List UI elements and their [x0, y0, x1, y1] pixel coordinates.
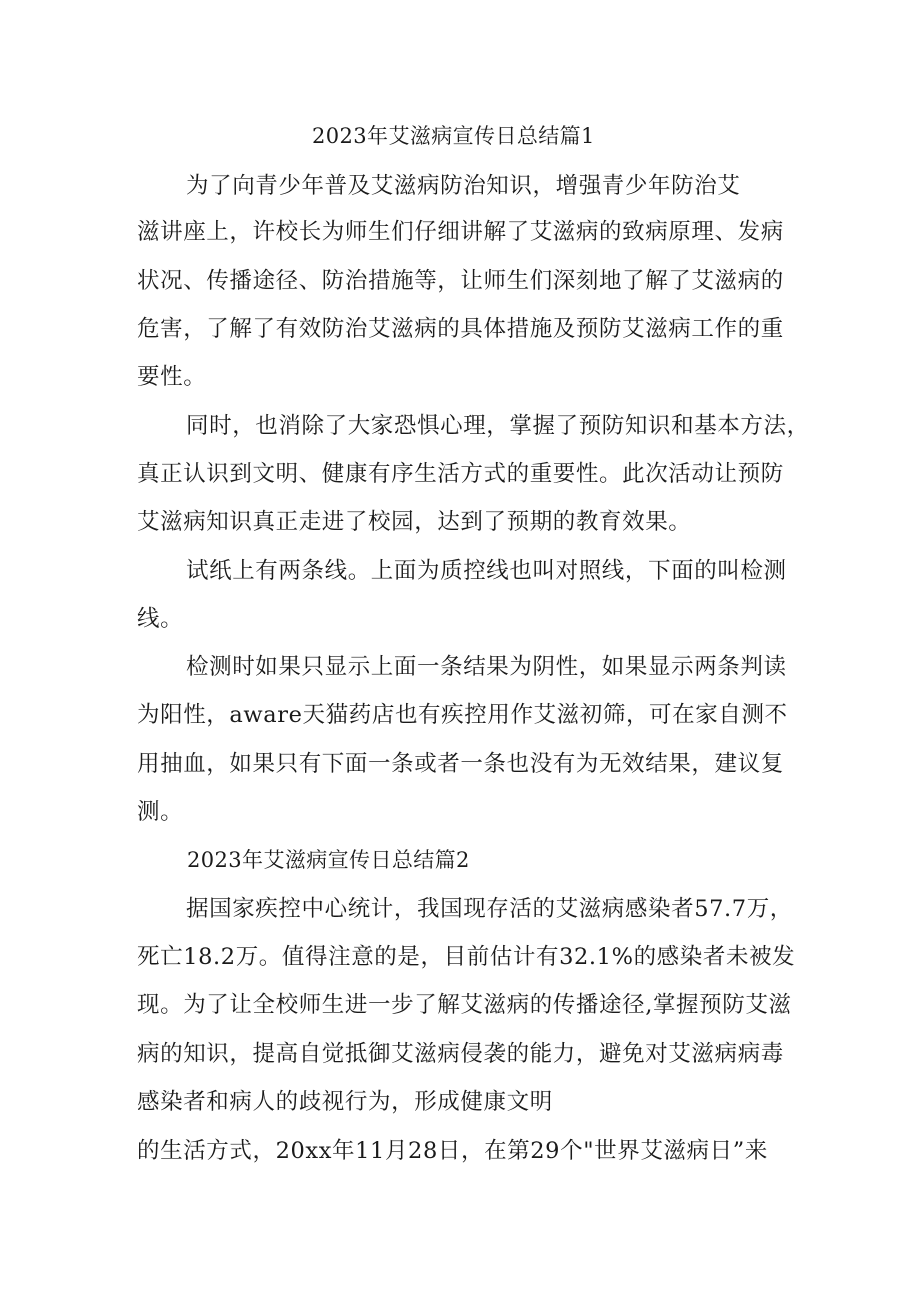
section-2-paragraph-1-line-6: 的生活方式，20xx年11月28日，在第29个"世界艾滋病日”来 [137, 1138, 768, 1164]
section-1-paragraph-4-line-2: 为阳性，aware天猫药店也有疾控用作艾滋初筛，可在家自测不 [137, 702, 788, 728]
section-1-paragraph-2-line-3: 艾滋病知识真正走进了校园，达到了预期的教育效果。 [137, 509, 692, 535]
section-1-paragraph-3-line-2: 线。 [137, 606, 184, 632]
section-1-paragraph-1-line-1: 为了向青少年普及艾滋病防治知识，增强青少年防治艾 [186, 173, 741, 199]
section-2-paragraph-1-line-5: 感染者和病人的歧视行为，形成健康文明 [137, 1089, 553, 1115]
section-1-paragraph-1-line-3: 状况、传播途径、防治措施等，让师生们深刻地了解了艾滋病的 [137, 268, 784, 294]
section-2-paragraph-1-line-2: 死亡18.2万。值得注意的是，目前估计有32.1%的感染者未被发 [137, 944, 796, 970]
section-1-paragraph-1-line-4: 危害，了解了有效防治艾滋病的具体措施及预防艾滋病工作的重 [137, 316, 784, 342]
section-2-paragraph-1-line-4: 病的知识，提高自觉抵御艾滋病侵袭的能力，避免对艾滋病病毒 [137, 1041, 784, 1067]
section-1-title: 2023年艾滋病宣传日总结篇1 [312, 124, 595, 148]
section-2-title: 2023年艾滋病宣传日总结篇2 [187, 848, 470, 872]
section-1-paragraph-4-line-4: 测。 [137, 799, 184, 825]
section-2-paragraph-1-line-1: 据国家疾控中心统计，我国现存活的艾滋病感染者57.7万， [186, 896, 793, 922]
section-1-paragraph-1-line-5: 要性。 [137, 364, 207, 390]
section-1-paragraph-2-line-1: 同时，也消除了大家恐惧心理，掌握了预防知识和基本方法， [186, 413, 810, 439]
section-1-paragraph-4-line-1: 检测时如果只显示上面一条结果为阴性，如果显示两条判读 [186, 654, 787, 680]
section-1-paragraph-4-line-3: 用抽血，如果只有下面一条或者一条也没有为无效结果，建议复 [137, 751, 784, 777]
section-1-paragraph-2-line-2: 真正认识到文明、健康有序生活方式的重要性。此次活动让预防 [137, 461, 784, 487]
section-1-paragraph-1-line-2: 滋讲座上，许校长为师生们仔细讲解了艾滋病的致病原理、发病 [137, 219, 784, 245]
section-2-paragraph-1-line-3: 现。为了让全校师生进一步了解艾滋病的传播途径,掌握预防艾滋 [137, 992, 792, 1018]
section-1-paragraph-3-line-1: 试纸上有两条线。上面为质控线也叫对照线，下面的叫检测 [186, 558, 787, 584]
